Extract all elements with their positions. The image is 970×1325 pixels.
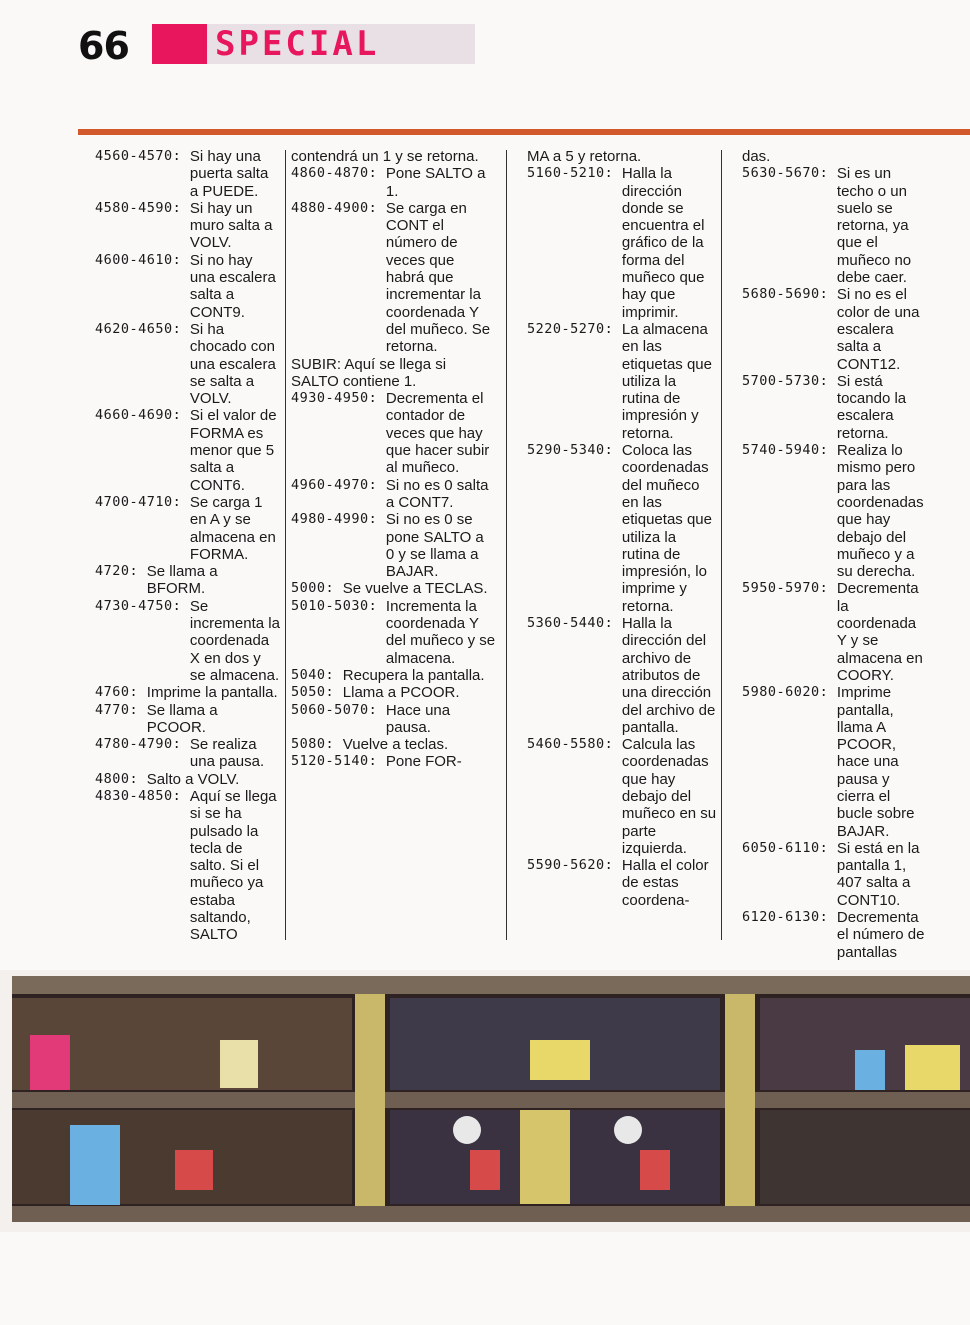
line-range: 5080: (291, 736, 343, 753)
listing-entry (527, 857, 717, 909)
line-range: 4580-4590: (95, 199, 190, 216)
line-range: 4700-4710: (95, 493, 190, 510)
listing-entry (291, 753, 496, 770)
line-range: 4660-4690: (95, 407, 190, 424)
text-column-1 (95, 148, 280, 944)
line-range: 4880-4900: (291, 199, 386, 216)
listing-entry (742, 684, 927, 840)
line-range: 5060-5070: (291, 701, 386, 718)
line-range: 5050: (291, 684, 343, 701)
listing-entry (95, 407, 280, 493)
listing-entry (291, 684, 496, 701)
line-range: 5290-5340: (527, 442, 622, 459)
line-description: Si hay un muro salta a VOLV. (189, 199, 273, 252)
column-divider (285, 150, 286, 940)
section-banner (152, 24, 475, 64)
game-screenshot (0, 970, 970, 1232)
line-range: 5630-5670: (742, 165, 837, 182)
line-range: 4860-4870: (291, 165, 386, 182)
line-description: Se carga en CONT el número de veces que habrá que incrementar la coordenada Y del muñeco. Se retorna. (385, 199, 491, 356)
line-description: SUBIR: Aquí se llega si SALTO contiene 1. (291, 355, 447, 390)
line-description: Halla la dirección donde se encuentra el gráfico de la forma del muñeco que hay que imprimir. (621, 165, 705, 321)
line-description: Se realiza una pausa. (189, 736, 265, 771)
text-column-3 (527, 148, 717, 909)
line-range: 5950-5970: (742, 580, 837, 597)
line-range: 5160-5210: (527, 165, 622, 182)
line-description: Pone SALTO a 1. (385, 165, 486, 200)
line-range: 5980-6020: (742, 684, 837, 701)
listing-entry (95, 771, 280, 788)
line-description: Incrementa la coordenada Y del muñeco y se almacena. (385, 597, 496, 667)
line-range: 4960-4970: (291, 476, 386, 493)
listing-entry (291, 356, 496, 391)
listing-entry (291, 165, 496, 200)
listing-entry (527, 321, 717, 442)
listing-entry (527, 165, 717, 321)
listing-entry (527, 615, 717, 736)
listing-entry (742, 840, 927, 909)
page-number: 66 (78, 24, 129, 68)
line-description: Si está en la pantalla 1, 407 salta a CONT10. (836, 839, 920, 909)
line-description: Salto a VOLV. (146, 770, 240, 788)
line-description: Decrementa la coordenada Y y se almacena en COORY. (836, 580, 923, 684)
line-range: 4780-4790: (95, 736, 190, 753)
line-range: 5460-5580: (527, 736, 622, 753)
line-description: Llama a PCOOR. (342, 684, 460, 702)
line-range: 4930-4950: (291, 390, 386, 407)
line-description: Hace una pausa. (385, 701, 451, 736)
listing-entry (95, 252, 280, 321)
listing-entry (742, 148, 927, 165)
listing-entry (742, 580, 927, 684)
line-description: Si el valor de FORMA es menor que 5 salta a CONT6. (189, 407, 277, 494)
section-title: SPECIAL (215, 24, 380, 64)
line-range: 6120-6130: (742, 909, 837, 926)
line-description: Recupera la pantalla. (342, 666, 485, 684)
text-column-4 (742, 148, 927, 961)
line-description: contendrá un 1 y se retorna. (291, 148, 479, 165)
line-description: Aquí se llega si se ha pulsado la tecla de salto. Si el muñeco ya estaba saltando, SALTO (189, 787, 277, 944)
listing-entry (95, 598, 280, 684)
listing-entry (291, 736, 496, 753)
line-range: 5000: (291, 580, 343, 597)
listing-entry (95, 684, 280, 701)
listing-entry (95, 321, 280, 407)
line-description: Si no es 0 se pone SALTO a 0 y se llama a BAJAR. (385, 511, 484, 581)
line-range: 4560-4570: (95, 148, 190, 164)
column-divider (506, 150, 507, 940)
line-range: 4760: (95, 684, 147, 701)
listing-entry (291, 148, 496, 165)
line-description: Se incrementa la coordenada X en dos y se almacena. (189, 597, 280, 684)
listing-entry (527, 442, 717, 615)
listing-entry (291, 511, 496, 580)
text-column-2 (291, 148, 496, 771)
line-range: 4620-4650: (95, 320, 190, 337)
listing-entry (291, 580, 496, 597)
line-range: 5040: (291, 666, 343, 683)
line-description: das. (742, 148, 771, 165)
line-description: Se llama a BFORM. (146, 563, 218, 598)
line-range: 4980-4990: (291, 511, 386, 528)
banner-stripe (152, 24, 207, 64)
line-description: Halla el color de estas coordena- (621, 857, 709, 909)
listing-entry (291, 200, 496, 356)
listing-entry (291, 667, 496, 684)
listing-entry (95, 200, 280, 252)
line-range: 5360-5440: (527, 615, 622, 632)
line-description: Se llama a PCOOR. (146, 701, 218, 736)
line-range: 5700-5730: (742, 372, 837, 389)
header-rule (78, 129, 970, 135)
listing-entry (742, 909, 927, 961)
line-range: 4830-4850: (95, 787, 190, 804)
line-range: 5120-5140: (291, 753, 386, 770)
listing-entry (291, 477, 496, 512)
line-description: Si no es 0 salta a CONT7. (385, 476, 489, 511)
listing-entry (527, 736, 717, 857)
listing-entry (291, 598, 496, 667)
line-description: Se vuelve a TECLAS. (342, 580, 488, 598)
listing-entry (742, 373, 927, 442)
line-description: Si no es el color de una escalera salta a CONT12. (836, 286, 920, 373)
line-description: Si hay una puerta salta a PUEDE. (189, 148, 269, 200)
line-range: 4730-4750: (95, 597, 190, 614)
line-range: 5740-5940: (742, 442, 837, 459)
line-description: Decrementa el número de pantallas (836, 909, 925, 961)
line-range: 4770: (95, 701, 147, 718)
line-description: Si es un techo o un suelo se retorna, ya que el muñeco no debe caer. (836, 165, 912, 287)
line-description: Coloca las coordenadas del muñeco en las etiquetas que utiliza la rutina de impresión, lo imprime y retorna. (621, 442, 712, 615)
line-range: 6050-6110: (742, 839, 837, 856)
line-description: Decrementa el contador de veces que hay que hacer subir al muñeco. (385, 390, 490, 477)
listing-entry (742, 165, 927, 286)
line-description: Si ha chocado con una escalera se salta a VOLV. (189, 320, 276, 408)
listing-entry (742, 286, 927, 372)
line-description: Halla la dirección del archivo de atributos de una dirección del archivo de pantalla. (621, 615, 716, 736)
game-scene-image (0, 970, 970, 1232)
line-description: Pone FOR- (385, 753, 462, 771)
line-description: Calcula las coordenadas que hay debajo del muñeco en su parte izquierda. (621, 736, 717, 857)
line-description: Realiza lo mismo pero para las coordenadas que hay debajo del muñeco y a su derecha. (836, 442, 924, 581)
listing-entry (291, 390, 496, 476)
line-description: MA a 5 y retorna. (527, 148, 642, 165)
line-description: Imprime pantalla, llama A PCOOR, hace una pausa y cierra el bucle sobre BAJAR. (836, 684, 915, 840)
line-description: Se carga 1 en A y se almacena en FORMA. (189, 493, 276, 563)
listing-entry (95, 563, 280, 598)
listing-entry (95, 148, 280, 200)
listing-entry (95, 494, 280, 563)
line-description: Vuelve a teclas. (342, 736, 449, 754)
line-description: Imprime la pantalla. (146, 684, 278, 702)
listing-entry (291, 702, 496, 737)
line-range: 5010-5030: (291, 597, 386, 614)
line-range: 5680-5690: (742, 286, 837, 303)
listing-entry (95, 736, 280, 771)
line-range: 4720: (95, 563, 147, 580)
line-description: La almacena en las etiquetas que utiliza la rutina de impresión y retorna. (621, 320, 712, 442)
listing-entry (95, 702, 280, 737)
listing-entry (95, 788, 280, 944)
listing-entry (527, 148, 717, 165)
column-divider (721, 150, 722, 940)
line-range: 5220-5270: (527, 320, 622, 337)
line-range: 4600-4610: (95, 251, 190, 268)
line-description: Si está tocando la escalera retorna. (836, 372, 907, 442)
line-range: 5590-5620: (527, 857, 622, 874)
line-description: Si no hay una escalera salta a CONT9. (189, 251, 276, 321)
listing-entry (742, 442, 927, 580)
line-range: 4800: (95, 770, 147, 787)
